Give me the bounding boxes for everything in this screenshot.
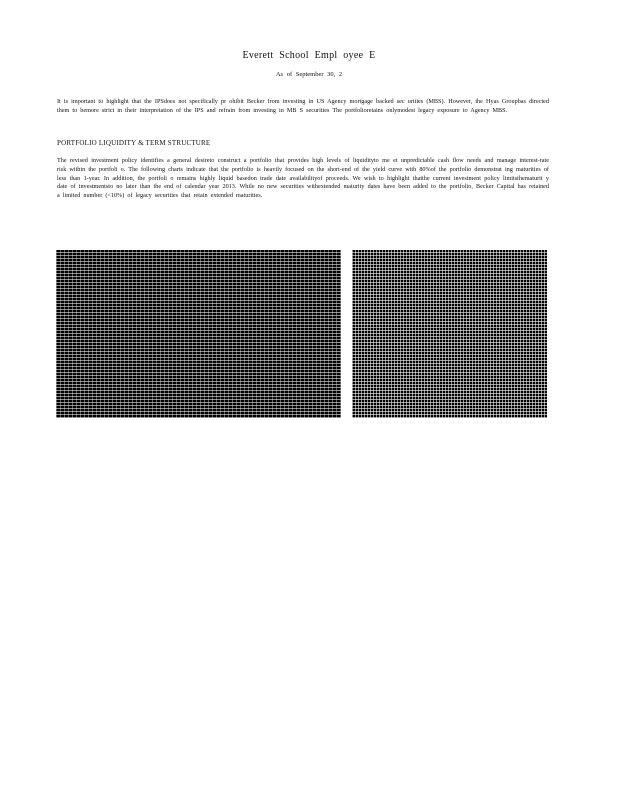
as-of-date: As of September 30, 2 <box>275 71 343 78</box>
maturity-chart-image <box>56 250 341 418</box>
liquidity-chart-image <box>352 250 547 418</box>
document-title: Everett School Empl oyee E <box>242 50 376 61</box>
section-heading: PORTFOLIO LIQUIDITY & TERM STRUCTURE <box>57 139 211 147</box>
intro-paragraph: It is important to highlight that the IPSdoes not specifically pr ohibit Becker from investing in US Agency mortgage backed sec urities (MBS). However, the Hyas Groupbas directed them to bemore strict in their interpretation of the IPS and refrain from investing in MB S securities The portfolioretains onlymodest legacy exposure to Agency MBS. <box>57 98 549 114</box>
liquidity-paragraph: The revised investment policy identifies a general desireto construct a portfolio that provides high levels of liquidityto me et unpredictable cash flow needs and manage interest-rate risk within the portfoli o. The following charts indicate that the portfolio is heavily focused on the short-end of the yield curve with 80%of the portfolio demonstrat ing maturities of less than 1-year. In addition, the portfoli o remains highly liquid basedon trade date availabilityof proceeds. We wish to highlight thatthe current investment policy limitsthematurit y date of investmentsto no later than the end of calendar year 2013. While no new securities withextended maturity dates have been added to the portfolio, Becker Capital has retained a limited number (<10%) of legacy securities that retain extended maturities. <box>57 157 549 200</box>
